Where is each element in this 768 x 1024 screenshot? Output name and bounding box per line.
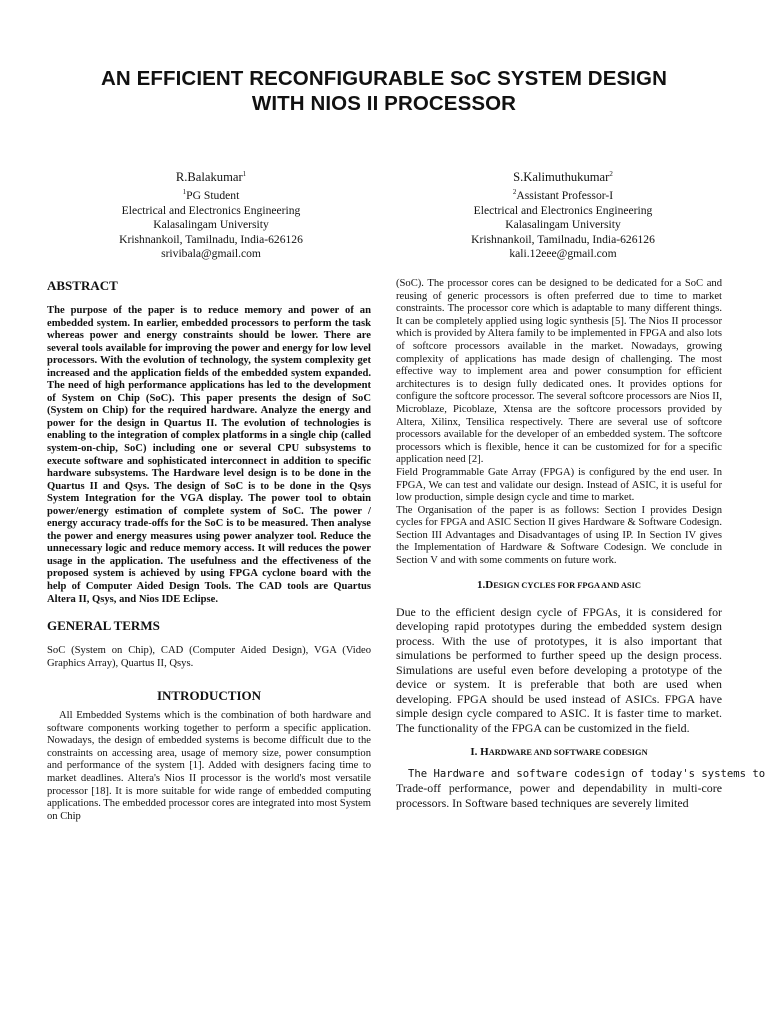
section-2-rest: ARDWARE AND SOFTWARE CODESIGN [488,747,648,757]
right-para-1: (SoC). The processor cores can be designed to be dedicated for a SoC and reusing of generic processors is often preferred due to time to market constraints. The processor core which is adaptable to many different things. It can be completely applied using logic synthesis [5]. The Nios II processor which is provided by Altera family to be implemented in FPGA and also lots of softcore processors available in the market. Nowadays, growing complexity of applications has made design of challenging. The most effective way to implement area and power consumption for efficient architectures is to design fully dedicated ones. It provides options for configure the softcore processor. The several softcore processors are Nios II, Microblaze, Picoblaze, Xtensa are the softcore processors provided by Altera, Xilinx, Tensilica respectively. There are several use of softcore processors available for the developer of an embedded system. The softcore processors which is flexible, hence it can be customized for for a specific application need [2]. [396,278,722,466]
section-2-line-1 [396,766,766,782]
author-sup: 2 [609,170,613,178]
author-block-2 [413,166,713,262]
general-terms-text: SoC (System on Chip), CAD (Computer Aided Design), VGA (Video Graphics Array), Quartus II, Qsys. [47,645,371,669]
section-2-line-1-text: The Hardware and software codesign of today's systems to [408,767,766,780]
section-1-num: 1. [477,578,486,591]
right-para-3: The Organisation of the paper is as follows: Section I provides Design cycles for FPGA and ASIC Section II gives Hardware & Software Codesign. Section III Advantages and Disadvantages of using IP. In Section IV gives the Implementation of Hardware & Software Codesign. We conclude in Section V and with some comments on future work. [396,504,722,567]
section-2-num: I. [470,745,481,758]
introduction-heading: INTRODUCTION [156,688,261,704]
left-column [47,278,371,823]
author-block-1 [61,166,361,262]
author-email: srivibala@gmail.com [161,247,261,261]
section-1-rest: ESIGN CYCLES FOR FPGA AND ASIC [493,580,641,590]
role-sup: 1 [182,188,187,196]
title-line-2: WITH NIOS II PROCESSOR [251,92,517,115]
author-sup: 1 [242,170,247,178]
introduction-text: All Embedded Systems which is the combination of both hardware and software components working together to perform a specific application. Nowadays, the design of embedded systems is become difficult due to the constraints on accessing area, usage of memory size, power consumption and performance of the system [1]. Added with designers facing time to market deadlines. Altera's Nios II processor is the world's most versatile processor [18]. It is more suitable for wide range of embedded computing applications. The embedded processor cores are integrated into most System on Chip [47,710,371,822]
section-1-heading [396,578,722,593]
right-column [396,278,766,810]
abstract-section [47,305,371,606]
author-univ: Kalasalingam University [505,218,621,232]
general-terms-heading: GENERAL TERMS [47,618,160,634]
author-addr: Krishnankoil, Tamilnadu, India-626126 [119,232,303,246]
author-role-text: PG Student [186,189,240,202]
abstract-text: The purpose of the paper is to reduce memory and power of an embedded system. In earlier, embedded processors to perform the task whereas power and energy constraints should be lower. There are several tools available for improving the power and energy for low level processors. With the evolution of technology, the system complexity get increased and the application fields of the embedded system expanded. The need of high performance applications has led to the development of System on Chip (SoC). This paper presents the design of SoC (System on Chip) for the required hardware. Analyze the energy and power for the design in Quartus II. The evolution of technologies is enabling to the integration of complex platforms in a single chip (called system-on-chip, SoC) including one or several CPU subsystems to execute software and sophisticated interconnect in addition to specific hardware subsystems. The Hardware level design is to be done in the Quartus II and Qsys. The design of SoC is to be done in the Qsys System Integration for the VGA display. The power tool to obtain power/energy estimation of complete system of SoC. The power / energy accuracy trade-offs for the SoC is to be measured. Then analyse the power and energy measures using power analyzer tool. Reduce the unnecessary logic and reduce memory access. It will reduces the power usage in the application. The usefulness and the effectiveness of the proposed system is achieved by using FPGA cyclone board with the help of Computer Aided Design Tools. The CAD tools are Quartus Altera II, Qsys, and Nios IDE Eclipse. [47,305,371,605]
abstract-heading: ABSTRACT [47,278,118,293]
role-sup: 2 [512,188,517,196]
author-addr: Krishnankoil, Tamilnadu, India-626126 [471,232,655,246]
paper-title [40,66,728,116]
author-name [61,166,361,185]
section-1-text: Due to the efficient design cycle of FPGAs, it is considered for developing rapid prototypes during the embedded system design process. With the use of prototypes, it is also important that simulations be performed to further speed up the design process. Simulations are useful even before developing a prototype of the device or system. It is preferable that both are used when developing. FPGA should be used instead of ASICs. FPGA have simple design cycle compared to ASIC. It is faster time to market. The functionality of the FPGA can be customized in the field. [396,604,722,736]
author-email: kali.12eee@gmail.com [509,247,617,261]
author-name-text: R.Balakumar [175,170,243,184]
title-line-1: AN EFFICIENT RECONFIGURABLE SoC SYSTEM DESIGN [101,67,667,90]
author-name-text: S.Kalimuthukumar [513,170,610,184]
section-1-cap: D [485,578,494,591]
right-para-2: Field Programmable Gate Array (FPGA) is configured by the end user. In FPGA, We can test and validate our design. Instead of ASIC, it is useful for low production, simple design cycle and time to market. [396,466,722,504]
author-role [413,185,713,204]
author-role-text: Assistant Professor-I [516,189,614,202]
author-role [61,185,361,204]
section-2-cap: H [480,745,489,758]
section-2-text: Trade-off performance, power and dependability in multi-core processors. In Software based techniques are severely limited [396,781,722,810]
section-2-heading [396,745,722,760]
author-dept: Electrical and Electronics Engineering [473,203,653,217]
author-name [413,166,713,185]
author-dept: Electrical and Electronics Engineering [121,203,301,217]
author-univ: Kalasalingam University [153,218,269,232]
